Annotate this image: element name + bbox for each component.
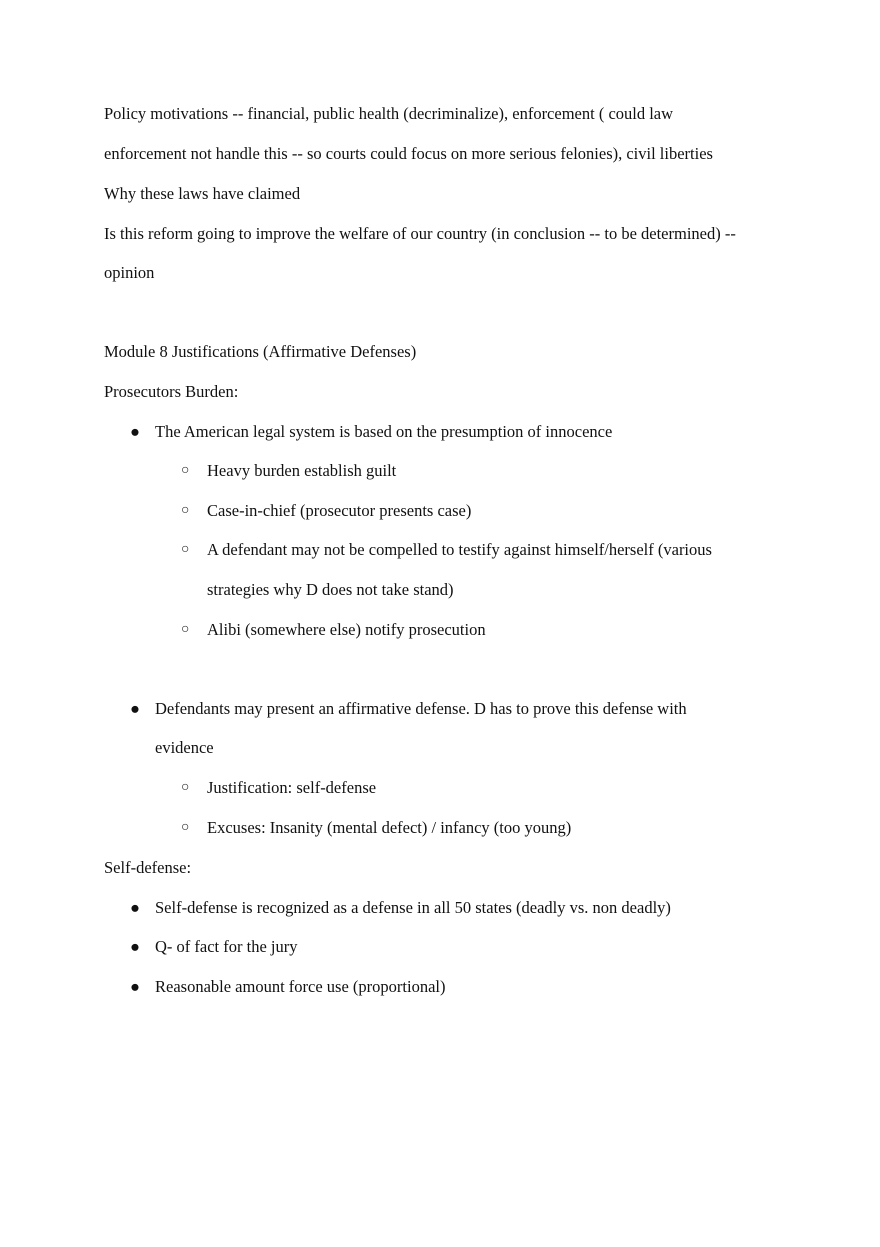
sub-bullet-icon: ○ — [181, 463, 190, 478]
burden-sub-3-line-2: strategies why D does not take stand) — [207, 580, 454, 599]
policy-line-3: Why these laws have claimed — [104, 184, 301, 203]
sub-bullet-icon: ○ — [181, 820, 190, 835]
sub-bullet-icon: ○ — [181, 503, 190, 518]
sub-bullet-icon: ○ — [181, 622, 190, 637]
burden-sub-2: Case-in-chief (prosecutor presents case) — [207, 501, 472, 520]
policy-line-4: Is this reform going to improve the welfare of our country (in conclusion -- to be determined) -- — [104, 224, 736, 243]
policy-line-2: enforcement not handle this -- so courts could focus on more serious felonies), civil liberties — [104, 144, 713, 163]
prosecutors-burden-heading: Prosecutors Burden: — [104, 382, 239, 401]
bullet-icon: ● — [130, 937, 140, 956]
self-defense-bullet-2: Q- of fact for the jury — [155, 937, 298, 956]
policy-line-1: Policy motivations -- financial, public health (decriminalize), enforcement ( could law — [104, 104, 674, 123]
defense-sub-2: Excuses: Insanity (mental defect) / infancy (too young) — [207, 818, 572, 837]
bullet-icon: ● — [130, 699, 140, 718]
burden-bullet-1: The American legal system is based on the presumption of innocence — [155, 422, 613, 441]
policy-line-5: opinion — [104, 263, 155, 282]
burden-sub-3-line-1: A defendant may not be compelled to testify against himself/herself (various — [207, 540, 712, 559]
defense-bullet-line-1: Defendants may present an affirmative defense. D has to prove this defense with — [155, 699, 687, 718]
burden-sub-1: Heavy burden establish guilt — [207, 461, 397, 480]
bullet-icon: ● — [130, 898, 140, 917]
self-defense-bullet-1: Self-defense is recognized as a defense in all 50 states (deadly vs. non deadly) — [155, 898, 671, 917]
sub-bullet-icon: ○ — [181, 542, 190, 557]
burden-sub-4: Alibi (somewhere else) notify prosecution — [207, 620, 486, 639]
sub-bullet-icon: ○ — [181, 780, 190, 795]
module-title: Module 8 Justifications (Affirmative Defenses) — [104, 342, 417, 361]
defense-bullet-line-2: evidence — [155, 738, 214, 757]
self-defense-bullet-3: Reasonable amount force use (proportional) — [155, 977, 446, 996]
defense-sub-1: Justification: self-defense — [207, 778, 377, 797]
self-defense-heading: Self-defense: — [104, 858, 192, 877]
bullet-icon: ● — [130, 977, 140, 996]
bullet-icon: ● — [130, 422, 140, 441]
